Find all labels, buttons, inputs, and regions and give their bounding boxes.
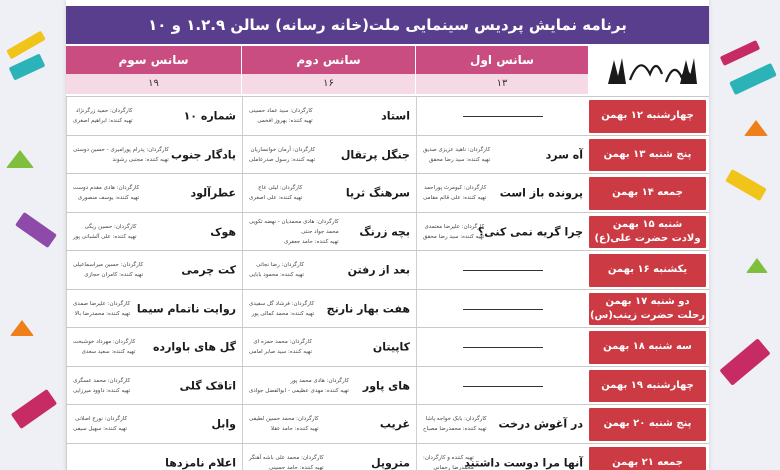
film-title: سرهنگ ثریا — [345, 186, 410, 200]
filmstrip-decoration — [729, 63, 777, 95]
credit-line: تهیه کننده: سید رضا محقق — [423, 233, 485, 240]
film-credits — [249, 299, 314, 319]
session-cell — [66, 405, 242, 444]
session-cell — [416, 444, 589, 470]
credit-line: محمد جواد جنتی — [301, 228, 339, 235]
film-credits — [73, 299, 130, 319]
film-credits — [73, 376, 130, 396]
day-text: یکشنبه ۱۶ بهمن — [607, 264, 688, 276]
film-credits — [73, 337, 135, 357]
day-text: دو شنبه ۱۷ بهمن — [605, 295, 690, 307]
film-title: هوک — [210, 225, 236, 239]
credit-line: تهیه کننده: سید رضا محقق — [428, 156, 491, 163]
session-cell — [66, 174, 242, 213]
session-cell — [66, 290, 242, 329]
day-text: سه شنبه ۱۸ بهمن — [603, 341, 692, 353]
film-credits — [249, 337, 312, 357]
filmstrip-decoration — [719, 338, 770, 385]
film-credits — [249, 217, 339, 247]
credit-line: کارگردان: هادی محمد پور — [290, 377, 349, 384]
session-cell — [416, 213, 589, 252]
film-title: عطرآلود — [190, 186, 236, 200]
table-row — [66, 404, 709, 444]
session-cell — [66, 136, 242, 175]
credit-line: تهیه کننده: علی قائم مقامی — [423, 195, 487, 202]
credit-line: تهیه کننده: محمود بابایی — [249, 272, 304, 279]
credit-line: تهیه کننده: محمدرضا مصباح — [423, 426, 487, 433]
day-text: شنبه ۱۵ بهمن — [612, 218, 683, 230]
day-label — [589, 139, 706, 172]
session-cell — [66, 367, 242, 406]
session-cell — [242, 405, 416, 444]
credit-line: محمدرضا رحمانی — [433, 464, 474, 470]
session-3-time: ۱۹ — [66, 74, 241, 94]
day-text: ولادت حضرت علی(ع) — [594, 232, 701, 244]
credit-line: کارگردان: رضا نجاتی — [256, 262, 304, 269]
session-cell — [66, 444, 242, 470]
credit-line: تهیه کننده: علی آلشبانی پور — [73, 233, 137, 240]
triangle-decoration — [744, 120, 768, 136]
film-credits — [249, 183, 302, 203]
film-title: آه سرد — [545, 148, 583, 162]
credit-line: کارگردان: حمید زرگرنژاد — [75, 108, 133, 115]
page-title: برنامه نمایش پردیس سینمایی ملت(خانه رسانه) سالن ۱.۲.۹ و ۱۰ — [66, 6, 709, 44]
credit-line: تهیه کننده: رسول صدرعاملی — [249, 156, 316, 163]
day-text: چهارشنبه ۱۹ بهمن — [601, 379, 694, 391]
film-title: پرونده باز است — [499, 186, 583, 200]
credit-line: تهیه کننده: داوود میرزایی — [73, 387, 131, 394]
film-title: استاد — [381, 109, 410, 123]
empty-slot-line — [463, 386, 543, 387]
credit-line: کارگردان: حسین میراسماعیلی — [73, 262, 144, 269]
session-cell — [66, 97, 242, 136]
session-cell — [242, 213, 416, 252]
session-cell — [66, 328, 242, 367]
credit-line: تهیه کننده: یوسف منصوری — [77, 195, 140, 202]
day-text: رحلت حضرت زینب(س) — [589, 309, 706, 321]
film-credits — [423, 414, 487, 434]
film-title: روایت ناتمام سیما — [136, 302, 236, 316]
credit-line: تهیه کننده: بهروز افخمی — [257, 118, 313, 125]
table-row — [66, 366, 709, 406]
film-credits — [249, 145, 315, 165]
film-credits — [249, 453, 324, 470]
film-credits — [73, 260, 143, 280]
film-title: در آغوش درخت — [498, 417, 583, 431]
table-row — [66, 135, 709, 175]
day-label — [589, 408, 706, 441]
film-title: وابل — [211, 417, 236, 431]
session-cell — [416, 251, 589, 290]
credit-line: کارگردان: محمد علی باشه آهنگر — [249, 454, 324, 461]
schedule-sheet — [66, 0, 709, 470]
credit-line: تهیه کننده: سعید سعدی — [81, 349, 136, 356]
credit-line: کارگردان: سید عماد حسینی — [249, 108, 313, 115]
session-cell — [416, 174, 589, 213]
credit-line: تهیه کننده: مجتبی رشوند — [112, 156, 169, 163]
empty-slot-line — [463, 270, 543, 271]
table-row — [66, 212, 709, 252]
session-cell — [66, 251, 242, 290]
film-title: بچه زرنگ — [359, 225, 410, 239]
empty-slot-line — [463, 309, 543, 310]
credit-line: کارگردان: هادی مقدم دوست — [73, 185, 140, 192]
film-title: های پاور — [362, 379, 410, 393]
film-credits — [73, 145, 169, 165]
simorgh-logo-icon — [600, 50, 700, 90]
film-credits — [423, 222, 484, 242]
film-title: گل های باوارده — [152, 340, 236, 354]
day-label — [589, 216, 706, 249]
day-label — [589, 331, 706, 364]
session-cell — [416, 367, 589, 406]
filmstrip-decoration — [15, 212, 57, 248]
session-cell — [242, 367, 416, 406]
film-title: هفت بهار نارنج — [326, 302, 410, 316]
day-label — [589, 177, 706, 210]
film-credits — [73, 414, 127, 434]
festival-logo — [595, 46, 704, 94]
credit-line: تهیه کننده و کارگردان: — [423, 454, 474, 461]
credit-line: کارگردان: هادی محمدیان - نهضه تکویی — [249, 218, 339, 225]
credit-line: کارگردان: لیلی عاج — [258, 185, 303, 192]
credit-line: کارگردان: فرشاد گل سفیدی — [249, 300, 315, 307]
session-cell — [242, 97, 416, 136]
triangle-decoration — [10, 320, 34, 336]
credit-line: کارگردان: پدرام پورامیری - حسین دوستی — [73, 146, 169, 153]
credit-line: کارگردان: آرمان خوانساریان — [250, 146, 316, 153]
session-cell — [242, 328, 416, 367]
credit-line: تهیه کننده: حامد عقلا — [270, 426, 319, 433]
credit-line: کارگردان: محمد عسگری — [73, 377, 131, 384]
triangle-decoration — [746, 258, 768, 273]
film-credits — [423, 183, 486, 203]
session-cell — [242, 251, 416, 290]
session-1-time: ۱۳ — [416, 74, 588, 94]
triangle-decoration — [6, 150, 34, 168]
day-text: چهارشنبه ۱۲ بهمن — [601, 110, 694, 122]
film-title: جنگل پرتقال — [340, 148, 410, 162]
table-row — [66, 443, 709, 470]
credit-line: کارگردان: کیومرث پوراحمد — [424, 185, 487, 192]
film-title: اعلام نامزدها — [165, 456, 236, 470]
film-title: آنها مرا دوست داشتند — [464, 456, 583, 470]
session-cell — [416, 328, 589, 367]
session-cell — [416, 405, 589, 444]
table-row — [66, 96, 709, 136]
empty-slot-line — [463, 116, 543, 117]
day-label — [589, 100, 706, 133]
credit-line: کارگردان: علیرضا معتمدی — [424, 223, 485, 230]
film-title: شماره ۱۰ — [183, 109, 236, 123]
credit-line: تهیه کننده: محمدرضا بالا — [74, 310, 131, 317]
film-title: چرا گریه نمی کنی؟ — [477, 225, 583, 239]
day-label — [589, 370, 706, 403]
film-title: غریب — [379, 417, 410, 431]
film-title: کت چرمی — [181, 263, 236, 277]
day-text: جمعه ۱۴ بهمن — [612, 187, 683, 199]
credit-line: تهیه کننده: سید صابر امامی — [249, 349, 312, 356]
credit-line: کارگردان: مهرداد خوشبخت — [73, 339, 136, 346]
filmstrip-decoration — [720, 40, 760, 66]
session-cell — [242, 444, 416, 470]
film-title: کاپیتان — [372, 340, 410, 354]
filmstrip-decoration — [725, 169, 767, 201]
credit-line: تهیه کننده: مهدی عظیمی - ابوالفضل جوادی — [249, 387, 349, 394]
day-label — [589, 447, 706, 470]
film-credits — [73, 222, 137, 242]
day-label — [589, 293, 706, 326]
session-cell — [416, 97, 589, 136]
film-credits — [423, 145, 490, 165]
day-text: پنج شنبه ۱۳ بهمن — [603, 148, 692, 160]
film-credits — [73, 183, 139, 203]
credit-line: تهیه کننده: علی اصغری — [249, 195, 303, 202]
session-3-header: سانس سوم — [66, 46, 241, 74]
credit-line: تهیه کننده: کامران حجازی — [84, 272, 144, 279]
credit-line: تهیه کننده: ابراهیم اصغری — [73, 118, 133, 125]
filmstrip-decoration — [11, 389, 57, 429]
session-cell — [242, 290, 416, 329]
film-title: متروپل — [371, 456, 410, 470]
session-cell — [416, 136, 589, 175]
table-row — [66, 173, 709, 213]
session-cell — [416, 290, 589, 329]
film-title: اتاقک گلی — [179, 379, 236, 393]
table-row — [66, 289, 709, 329]
film-credits — [249, 260, 304, 280]
film-credits — [249, 106, 313, 126]
credit-line: تهیه کننده: حامد حسینی — [269, 464, 324, 470]
session-1-header: سانس اول — [416, 46, 588, 74]
film-title: بعد از رفتن — [347, 263, 410, 277]
credit-line: تهیه کننده: سهیل سیفی — [73, 426, 128, 433]
session-2-time: ۱۶ — [242, 74, 415, 94]
session-cell — [66, 213, 242, 252]
film-title: یادگار جنوب — [171, 148, 236, 162]
table-row — [66, 327, 709, 367]
credit-line: تهیه کننده: حامد جعفری — [284, 238, 339, 245]
empty-slot-line — [463, 347, 543, 348]
session-2-header: سانس دوم — [242, 46, 415, 74]
film-credits — [249, 376, 349, 396]
credit-line: کارگردان: حسین ریگی — [84, 223, 137, 230]
day-text: جمعه ۲۱ بهمن — [612, 456, 683, 468]
credit-line: کارگردان: علیرضا صمدی — [73, 300, 131, 307]
credit-line: تهیه کننده: محمد کمالی پور — [251, 310, 315, 317]
credit-line: کارگردان: بابک خواجه پاشا — [425, 416, 487, 423]
credit-line: کارگردان: ناهید عزیزی صدیق — [423, 146, 491, 153]
film-credits — [423, 453, 474, 470]
day-label — [589, 254, 706, 287]
table-row — [66, 250, 709, 290]
film-credits — [73, 106, 133, 126]
film-credits — [249, 414, 319, 434]
day-text: پنج شنبه ۲۰ بهمن — [603, 418, 692, 430]
credit-line: کارگردان: محمد حمزه ای — [253, 339, 312, 346]
credit-line: کارگردان: نورج اصلانی — [74, 416, 128, 423]
credit-line: کارگردان: محمد حسین لطیفی — [249, 416, 319, 423]
session-cell — [242, 136, 416, 175]
session-cell — [242, 174, 416, 213]
